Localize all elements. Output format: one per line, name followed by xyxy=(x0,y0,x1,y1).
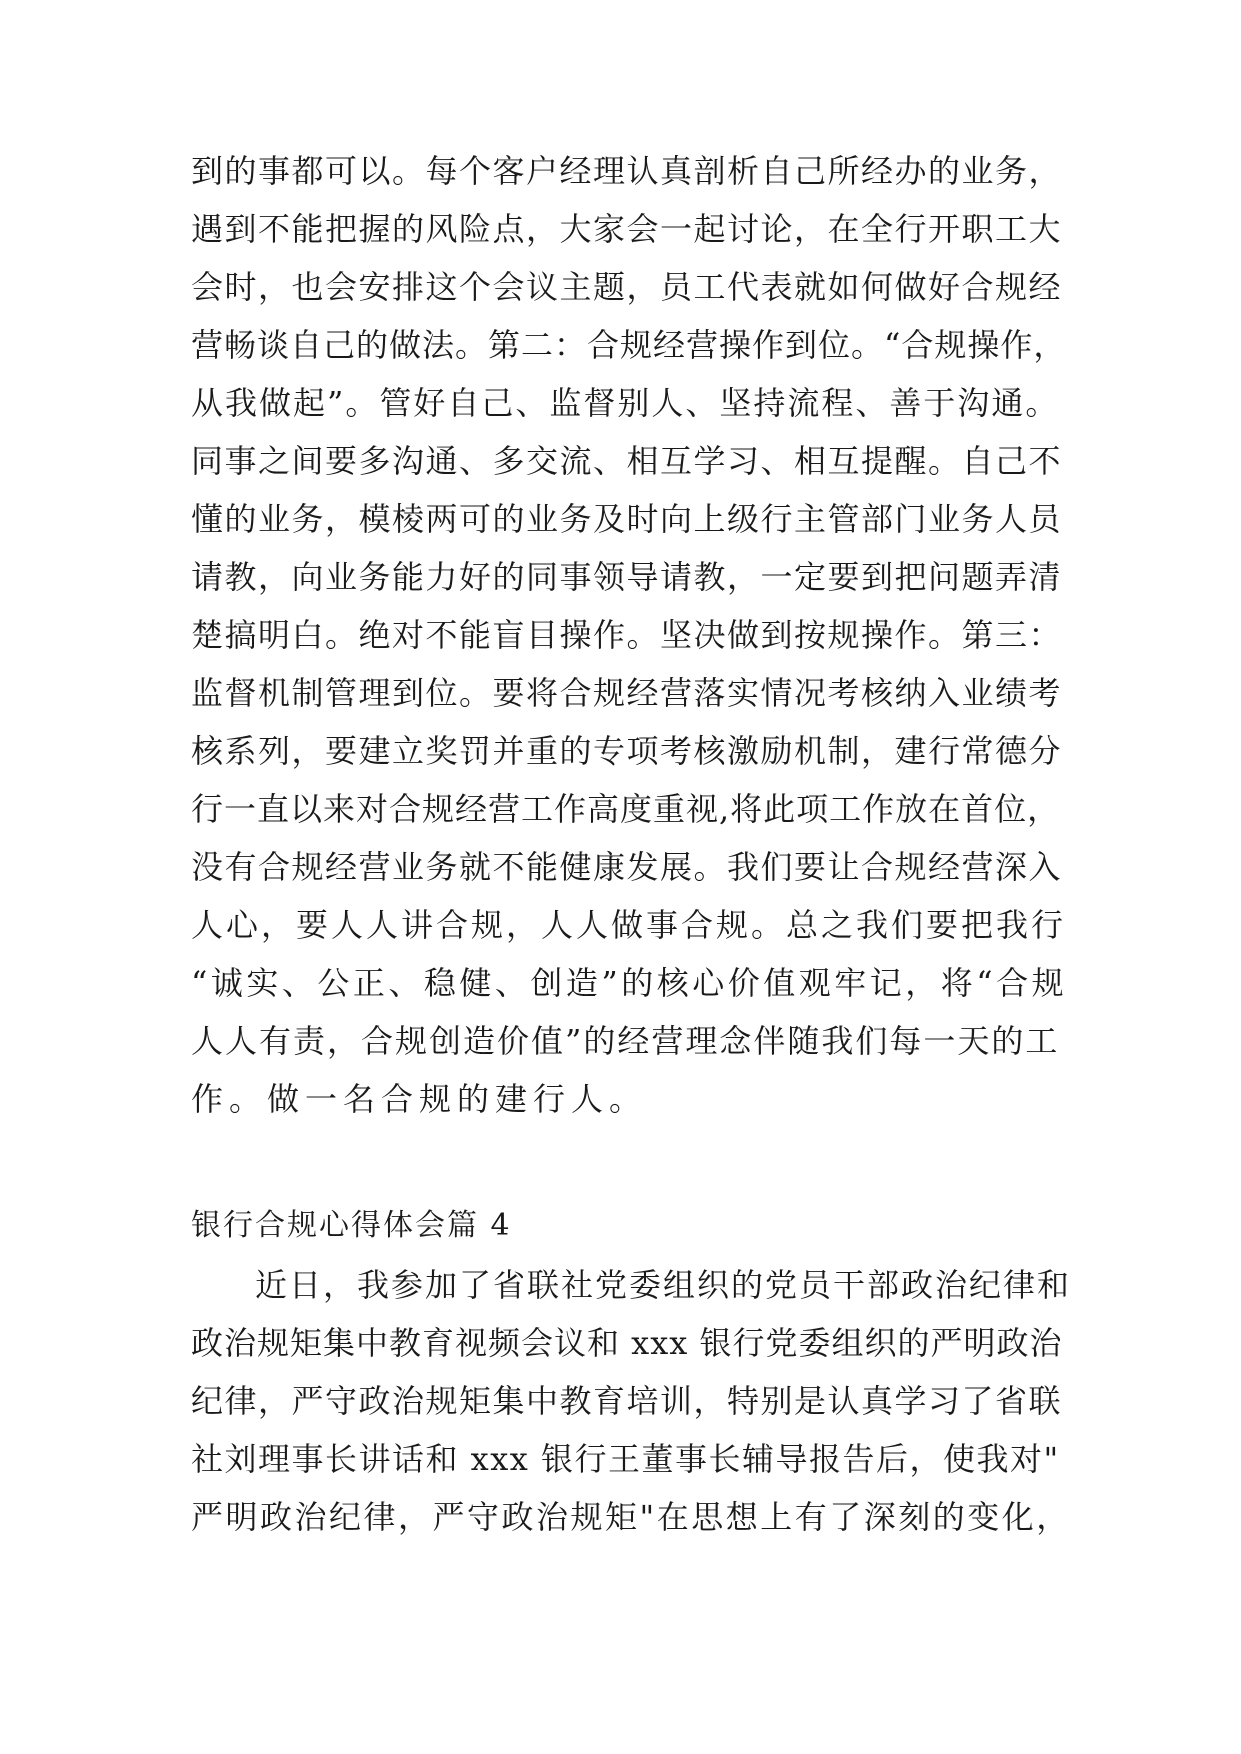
body-text-line: 没有合规经营业务就不能健康发展。我们要让合规经营深入 xyxy=(191,848,1063,886)
section-text-line: 政治规矩集中教育视频会议和 xxx 银行党委组织的严明政治 xyxy=(191,1324,1063,1362)
body-text-line: 人人有责，合规创造价值”的经营理念伴随我们每一天的工 xyxy=(191,1022,1060,1060)
body-text-line: “诚实、公正、稳健、创造”的核心价值观牢记，将“合规 xyxy=(191,964,1068,1002)
section-text-line: 严明政治纪律，严守政治规矩"在思想上有了深刻的变化， xyxy=(191,1498,1071,1536)
body-text-line: 会时，也会安排这个会议主题，员工代表就如何做好合规经 xyxy=(191,268,1063,306)
section-text-line: 近日，我参加了省联社党委组织的党员干部政治纪律和 xyxy=(255,1266,1071,1304)
body-text-line: 同事之间要多沟通、多交流、相互学习、相互提醒。自己不 xyxy=(191,442,1063,480)
body-text-line: 人心，要人人讲合规，人人做事合规。总之我们要把我行 xyxy=(191,906,1067,944)
body-text-line: 懂的业务，模棱两可的业务及时向上级行主管部门业务人员 xyxy=(191,500,1063,538)
body-text-line: 楚搞明白。绝对不能盲目操作。坚决做到按规操作。第三： xyxy=(191,616,1063,654)
body-text-line: 作。做一名合规的建行人。 xyxy=(191,1080,648,1118)
body-text-line: 营畅谈自己的做法。第二：合规经营操作到位。“合规操作， xyxy=(191,326,1067,364)
section-heading: 银行合规心得体会篇 4 xyxy=(191,1208,512,1243)
section-text-line: 社刘理事长讲话和 xxx 银行王董事长辅导报告后，使我对" xyxy=(191,1440,1060,1478)
body-text-line: 行一直以来对合规经营工作高度重视,将此项工作放在首位， xyxy=(191,790,1061,828)
body-text-line: 从我做起”。管好自己、监督别人、坚持流程、善于沟通。 xyxy=(191,384,1060,422)
body-text-line: 请教，向业务能力好的同事领导请教，一定要到把问题弄清 xyxy=(191,558,1063,596)
section-text-line: 纪律，严守政治规矩集中教育培训，特别是认真学习了省联 xyxy=(191,1382,1063,1420)
body-text-line: 到的事都可以。每个客户经理认真剖析自己所经办的业务， xyxy=(191,152,1063,190)
body-text-line: 核系列，要建立奖罚并重的专项考核激励机制，建行常德分 xyxy=(191,732,1063,770)
body-text-line: 遇到不能把握的风险点，大家会一起讨论，在全行开职工大 xyxy=(191,210,1063,248)
body-text-line: 监督机制管理到位。要将合规经营落实情况考核纳入业绩考 xyxy=(191,674,1063,712)
